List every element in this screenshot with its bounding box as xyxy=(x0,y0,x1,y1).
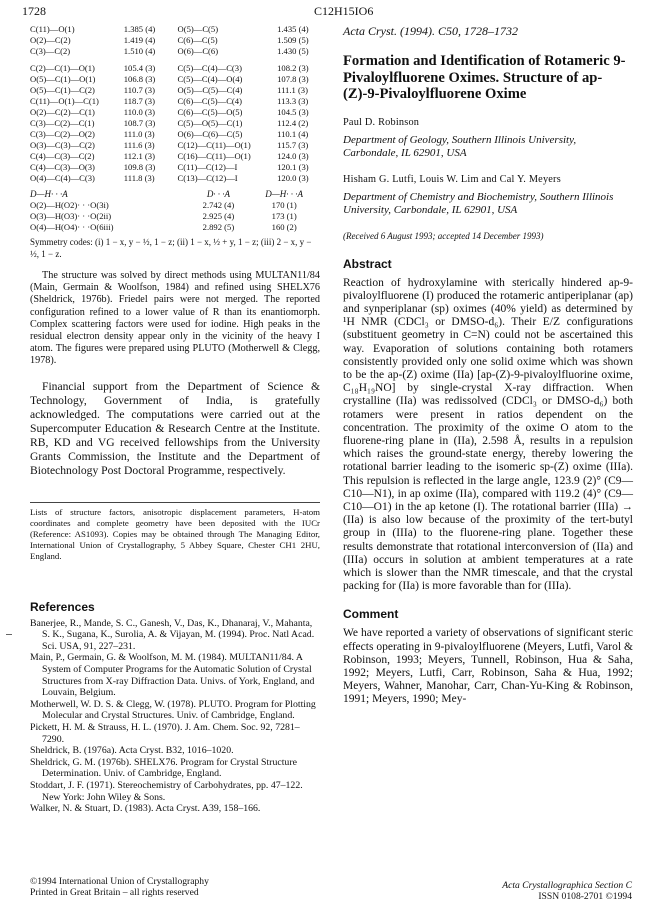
geometry-value: 124.0 (3) xyxy=(277,151,309,161)
geometry-value: 120.0 (3) xyxy=(277,173,309,183)
geometry-value: 105.4 (3) xyxy=(123,63,156,73)
geometry-value: 1.385 (4) xyxy=(123,24,156,34)
received-dates: (Received 6 August 1993; accepted 14 December 1993) xyxy=(343,230,544,241)
geometry-label: O(2)—C(2)—C(1) xyxy=(30,107,95,117)
geometry-value: 1.509 (5) xyxy=(277,35,309,45)
references-heading: References xyxy=(30,599,95,614)
hbond-value: 173 (1) xyxy=(271,211,297,221)
geometry-label: C(3)—C(2)—C(1) xyxy=(30,118,95,128)
hbond-label: O(2)—H(O2)· · ·O(3i) xyxy=(30,200,109,210)
hbond-value: 160 (2) xyxy=(271,222,297,232)
geometry-value: 111.0 (3) xyxy=(123,129,155,139)
left-column xyxy=(30,24,320,815)
geometry-label: C(6)—C(5)—O(5) xyxy=(177,107,243,117)
journal-reference xyxy=(343,24,633,39)
geometry-label: O(6)—C(6) xyxy=(177,46,219,56)
geometry-label: C(6)—C(5) xyxy=(177,35,218,45)
geometry-value: 111.6 (3) xyxy=(123,140,155,150)
hbond-header: D· · ·A xyxy=(206,189,231,199)
reference-item: Sheldrick, G. M. (1976b). SHELX76. Program for Crystal Structure Determination. Univ. of Cambridge, England. xyxy=(30,756,297,780)
geometry-value: 113.3 (3) xyxy=(277,96,309,106)
reference-item: Pickett, H. M. & Strauss, H. L. (1970). J. Am. Chem. Soc. 92, 7281–7290. xyxy=(30,721,300,745)
geometry-label: O(6)—C(6)—C(5) xyxy=(177,129,243,139)
geometry-label: C(4)—C(3)—O(3) xyxy=(30,162,95,172)
geometry-value: 118.7 (3) xyxy=(123,96,155,106)
geometry-label: C(2)—C(1)—O(1) xyxy=(30,63,95,73)
geometry-label: C(4)—C(3)—C(2) xyxy=(30,151,95,161)
reference-item: Sheldrick, B. (1976a). Acta Cryst. B32, 1016–1020. xyxy=(30,745,234,757)
geometry-label: O(3)—C(3)—C(2) xyxy=(30,140,95,150)
hbond-row xyxy=(30,200,320,211)
geometry-row xyxy=(30,96,320,107)
hbond-row xyxy=(30,222,320,233)
geometry-value: 109.8 (3) xyxy=(123,162,156,172)
journal-name: Acta Crystallographica Section C xyxy=(502,880,632,891)
geometry-label: C(16)—C(11)—O(1) xyxy=(177,151,251,161)
comment-heading: Comment xyxy=(343,607,399,622)
hbond-label: O(4)—H(O4)· · ·O(6iii) xyxy=(30,222,114,232)
geometry-table xyxy=(30,24,320,184)
geometry-value: 110.0 (3) xyxy=(123,107,155,117)
geometry-value: 104.5 (3) xyxy=(277,107,309,117)
author-1: Paul D. Robinson xyxy=(343,116,420,128)
copyright-line: ©1994 International Union of Crystallography xyxy=(30,876,209,887)
geometry-row xyxy=(30,118,320,129)
hbond-value: 2.892 (5) xyxy=(202,222,235,232)
page-header xyxy=(22,4,630,22)
geometry-label: O(5)—C(1)—C(2) xyxy=(30,85,95,95)
geometry-label: C(11)—C(12)—I xyxy=(177,162,238,172)
geometry-value: 108.7 (3) xyxy=(123,118,156,128)
geometry-value: 106.8 (3) xyxy=(123,74,156,84)
geometry-row xyxy=(30,63,320,74)
printed-line: Printed in Great Britain – all rights reserved xyxy=(30,887,199,898)
deposit-note: Lists of structure factors, anisotropic displacement parameters, H-atom coordinates and complete geometry have been deposited with the IUCr (Reference: AS1093). Copies may be obtained through The Managing Editor, International Union of Crystallography, 5 Abbey Square, Chester CH1 2HU, England. xyxy=(30,502,320,562)
hbond-table xyxy=(30,188,320,233)
reference-item: Stoddart, J. F. (1971). Stereochemistry of Carbohydrates, pp. 47–122. New York: John Wiley & Sons. xyxy=(30,779,303,803)
geometry-value: 107.8 (3) xyxy=(277,74,309,84)
journal-reference-text: Acta Cryst. (1994). C50, 1728–1732 xyxy=(343,24,518,38)
hbond-header: D—H· · ·A xyxy=(265,189,304,199)
margin-mark xyxy=(6,634,12,635)
hbond-header-row xyxy=(30,188,320,200)
symmetry-codes: Symmetry codes: (i) 1 − x, y − ½, 1 − z; (ii) 1 − x, ½ + y, 1 − z; (iii) 2 − x, y − ½, 1 − z. xyxy=(30,237,312,259)
geometry-value: 110.7 (3) xyxy=(123,85,155,95)
issn-line: ISSN 0108-2701 ©1994 xyxy=(538,891,632,902)
geometry-row xyxy=(30,140,320,151)
geometry-label: C(5)—C(4)—O(4) xyxy=(177,74,243,84)
references-list xyxy=(30,618,320,815)
comment-text: We have reported a variety of observations of significant steric effects operating in 9-pivaloylfluorene (Meyers, Lutfi, Varol & Robinson, 1993; Meyers, Tunnell, Robinson, Hua & Saha, 1992; Meyers, Lutfi, Carr, Robinson, Saha & Hua, 1992; Meyers, Wahner, Manohar, Carr, Chan-Yu-King & Robinson, 1991; Meyers, 1990; Mey- xyxy=(343,627,633,706)
author-2: Hisham G. Lutfi, Louis W. Lim and Cal Y. Meyers xyxy=(343,173,561,185)
hbond-header: D—H· · ·A xyxy=(30,189,68,199)
geometry-value: 112.1 (3) xyxy=(123,151,155,161)
geometry-row xyxy=(30,151,320,162)
geometry-row xyxy=(30,129,320,140)
geometry-value: 110.1 (4) xyxy=(277,129,309,139)
geometry-row xyxy=(30,85,320,96)
geometry-row xyxy=(30,107,320,118)
geometry-value: 115.7 (3) xyxy=(277,140,309,150)
geometry-value: 108.2 (3) xyxy=(277,63,309,73)
geometry-value: 120.1 (3) xyxy=(277,162,309,172)
geometry-label: C(6)—C(5)—C(4) xyxy=(177,96,242,106)
geometry-value: 1.510 (4) xyxy=(123,46,156,56)
structure-paragraph: The structure was solved by direct methods using MULTAN11/84 (Main, Germain & Woolfson, 1984) and refined using SHELX76 (Sheldrick, 1976b). Friedel pairs were not merged. The reported configuration refined to a lower value of R than its enantiomorph. Complex scattering factors were used for iodine. High peaks in the residual electron density appear only in the vicinity of the heavy I atom. The figures were prepared using PLUTO (Motherwell & Clegg, 1978). xyxy=(30,270,320,367)
geometry-label: C(12)—C(11)—O(1) xyxy=(177,140,251,150)
geometry-row xyxy=(30,24,320,35)
right-column xyxy=(343,24,633,707)
geometry-label: C(5)—C(4)—C(3) xyxy=(177,63,242,73)
hbond-label: O(3)—H(O3)· · ·O(2ii) xyxy=(30,211,112,221)
affiliation-1: Department of Geology, Southern Illinois University, Carbondale, IL 62901, USA xyxy=(343,133,577,159)
hbond-value: 170 (1) xyxy=(271,200,297,210)
geometry-label: C(11)—O(1)—C(1) xyxy=(30,96,99,106)
geometry-label: O(4)—C(4)—C(3) xyxy=(30,173,95,183)
geometry-label: O(5)—C(5)—C(4) xyxy=(177,85,243,95)
funding-paragraph: Financial support from the Department of Science & Technology, Government of India, is gratefully acknowledged. The computations were carried out at the Supercomputer Education & Research Centre at the Institute. RB, KD and VG received fellowships from the University Grants Commission, the Institute and the Department of Biotechnology Post Doctoral Programme, respectively. xyxy=(30,379,320,477)
geometry-label: O(2)—C(2) xyxy=(30,35,71,45)
hbond-row xyxy=(30,211,320,222)
geometry-label: C(11)—O(1) xyxy=(30,24,75,34)
geometry-value: 111.8 (3) xyxy=(123,173,155,183)
abstract-text: Reaction of hydroxylamine with sterically hindered ap-9-pivaloylfluorene (I) produced the rotameric antiperiplanar (ap) and synperiplanar (sp) oximes (40% yield) as determined by ¹H NMR (CDCl₃ or DMSO-d₆). Their E/Z configurations (substituent geometry in C=N) could not be ascertained this way. Evaporation of solutions containing both rotamers consistently provided only one solid oxime which was shown to be the ap-(Z) oxime (IIa) [ap-(Z)-9-pivaloylfluorine oxime, C₁₈H₁₉NO] by single-crystal X-ray diffraction. When crystalline (IIa) was redissolved (CDCl₃ or DMSO-d₆) both rotamers were present in ratios dependent on the concentration. The proximity of the oxime O atom to the fluorene-ring plane in (IIa), 2.598 Å, results in a repulsion which raises the ground-state energy, thereby lowering the rotational barrier leading to the isomeric sp-(Z) oxime (IIIa). This repulsion is reflected in the large angle, 123.9 (2)° (C9—C10—N1), in ap oxime (IIa), compared with 119.2 (4)° (C9—C10—O1) in the ap ketone (I). The rotational barrier (IIIa) → (IIa) is also low because of the proximity of the tert-butyl group in (IIIa) to the fluorene-ring plane. Together these results demonstrate that rotational interconversion of (IIa) and (IIIa) occurs in solution at ambient temperatures at a rate which is slower than the NMR timescale, and that the crystal packing for (IIa) is more favorable than for (IIIa). xyxy=(343,276,633,593)
reference-item: Motherwell, W. D. S. & Clegg, W. (1978). PLUTO. Program for Plotting Molecular and Crystal Structures. Univ. of Cambridge, England. xyxy=(30,698,316,722)
article-title: Formation and Identification of Rotameric 9-Pivaloylfluorene Oximes. Structure of ap-(Z)-9-Pivaloylfluorene Oxime xyxy=(343,53,626,102)
geometry-label: C(5)—O(5)—C(1) xyxy=(177,118,243,128)
geometry-row xyxy=(30,46,320,57)
geometry-row xyxy=(30,74,320,85)
hbond-value: 2.742 (4) xyxy=(202,200,235,210)
geometry-value: 112.4 (2) xyxy=(277,118,309,128)
geometry-label: C(3)—C(2) xyxy=(30,46,71,56)
hbond-value: 2.925 (4) xyxy=(202,211,235,221)
reference-item: Walker, N. & Stuart, D. (1983). Acta Cryst. A39, 158–166. xyxy=(30,803,261,815)
geometry-row xyxy=(30,35,320,46)
geometry-value: 1.430 (5) xyxy=(277,46,309,56)
footer-journal xyxy=(502,880,632,902)
geometry-row xyxy=(30,173,320,184)
geometry-label: C(3)—C(2)—O(2) xyxy=(30,129,95,139)
reference-item: Main, P., Germain, G. & Woolfson, M. M. (1984). MULTAN11/84. A System of Computer Programs for the Automatic Solution of Crystal Structures from X-ray Diffraction Data. Univs. of York, England, and Louvain, Belgium. xyxy=(30,652,315,699)
geometry-label: O(5)—C(5) xyxy=(177,24,219,34)
geometry-label: O(5)—C(1)—O(1) xyxy=(30,74,96,84)
reference-item: Banerjee, R., Mande, S. C., Ganesh, V., Das, K., Dhanaraj, V., Mahanta, S. K., Sugana, K., Surolia, A. & Vijayan, M. (1994). Proc. Natl Acad. Sci. USA, 91, 227–231. xyxy=(30,617,315,652)
geometry-row xyxy=(30,162,320,173)
running-formula: C12H15IO6 xyxy=(314,4,374,18)
abstract-heading: Abstract xyxy=(343,256,392,271)
geometry-label: C(13)—C(12)—I xyxy=(177,173,238,183)
geometry-value: 111.1 (3) xyxy=(277,85,308,95)
geometry-value: 1.419 (4) xyxy=(123,35,156,45)
footer-copyright xyxy=(30,876,209,898)
page-number: 1728 xyxy=(22,4,46,18)
geometry-value: 1.435 (4) xyxy=(277,24,309,34)
affiliation-2: Department of Chemistry and Biochemistry, Southern Illinois University, Carbondale, IL 62901, USA xyxy=(343,190,614,216)
